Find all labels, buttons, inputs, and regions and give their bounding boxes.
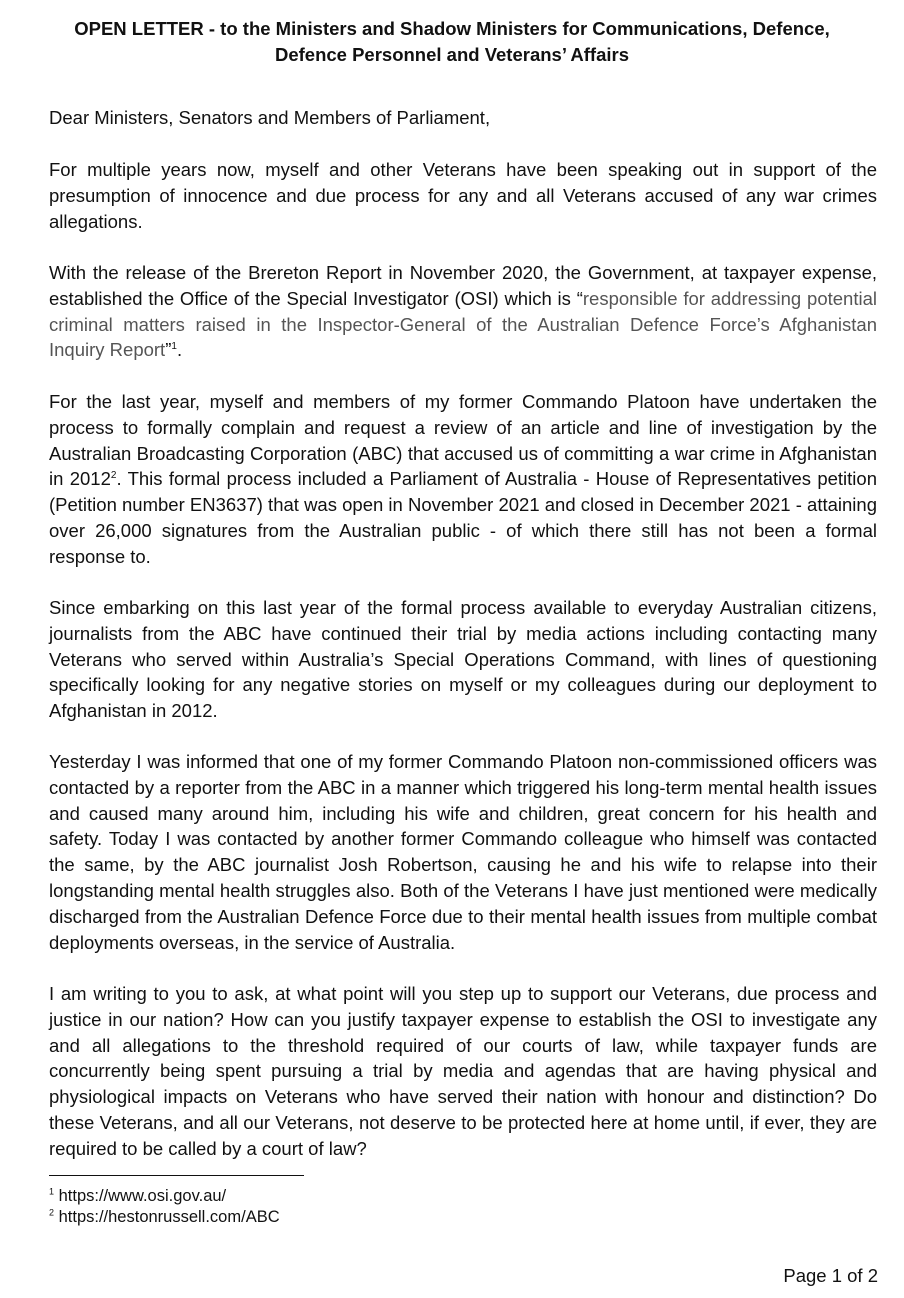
- salutation-text: Dear Ministers, Senators and Members of Parliament,: [49, 107, 491, 128]
- paragraph-5-text: Yesterday I was informed that one of my former Commando Platoon non-commissioned officers was contacted by a reporter from the ABC in a manner which triggered his long-term mental health issues and caused many around him, including his wife and children, great concern for his health and safety. Today I was contacted by another former Commando colleague who himself was contacted the same, by the ABC journalist Josh Robertson, causing he and his wife to relapse into their longstanding mental health struggles also. Both of the Veterans I have just mentioned were medically discharged from the Australian Defence Force due to their mental health issues from multiple combat deployments overseas, in the service of Australia.: [49, 751, 877, 953]
- quote-close: ”: [165, 339, 172, 361]
- paragraph-4: [49, 595, 877, 724]
- footnote-link[interactable]: https://www.osi.gov.au/: [58, 1187, 227, 1205]
- footnote-number: 1: [49, 1186, 55, 1197]
- salutation: [49, 105, 877, 131]
- footnote-ref-2: 2: [110, 470, 117, 482]
- paragraph-2-intro: With the release of the Brereton Report in November 2020, the Government, at taxpayer expense, established the Office of the Special Investigator (OSI) which is “: [49, 262, 877, 309]
- footnotes: [49, 1186, 280, 1228]
- paragraph-3-text: [49, 389, 877, 570]
- footnote-item: [49, 1186, 280, 1207]
- footnote-number: 2: [49, 1207, 55, 1218]
- letter-title: [40, 16, 864, 68]
- footnote-link[interactable]: https://hestonrussell.com/ABC: [58, 1208, 280, 1226]
- paragraph-3-rest: . This formal process included a Parliament of Australia - House of Representatives petition (Petition number EN3637) that was open in November 2021 and closed in December 2021 - attaining over 26,000 signatures from the Australian public - of which there still has not been a formal response to.: [49, 468, 877, 567]
- paragraph-2-end: .: [176, 339, 183, 361]
- title-line-1: OPEN LETTER - to the Ministers and Shadow Ministers for Communications, Defence,: [74, 18, 830, 39]
- footnote-divider: [49, 1175, 304, 1176]
- osi-quote: responsible for addressing potential criminal matters raised in the Inspector-General of the Australian Defence Force’s Afghanistan Inquiry Report: [49, 287, 877, 361]
- paragraph-6-text: I am writing to you to ask, at what point will you step up to support our Veterans, due process and justice in our nation? How can you justify taxpayer expense to establish the OSI to investigate any and all allegations to the threshold required of our courts of law, while taxpayer funds are concurrently being spent pursuing a trial by media and agendas that are having physical and physiological impacts on Veterans who have served their nation with honour and distinction? Do these Veterans, and all our Veterans, not deserve to be protected here at home until, if ever, they are required to be called by a court of law?: [49, 983, 877, 1159]
- paragraph-2: [49, 260, 877, 363]
- page-number: Page 1 of 2: [783, 1265, 878, 1286]
- paragraph-3: [49, 389, 877, 570]
- footnote-item: [49, 1207, 280, 1228]
- paragraph-2-text: [49, 260, 877, 363]
- paragraph-1-text: For multiple years now, myself and other Veterans have been speaking out in support of the presumption of innocence and due process for any and all Veterans accused of any war crimes allegations.: [49, 159, 877, 232]
- paragraph-5: [49, 749, 877, 955]
- paragraph-3-intro: For the last year, myself and members of my former Commando Platoon have undertaken the process to formally complain and request a review of an article and line of investigation by the Australian Broadcasting Corporation (ABC) that accused us of committing a war crime in Afghanistan in 2012: [49, 391, 877, 490]
- paragraph-1: [49, 157, 877, 234]
- title-line-2: Defence Personnel and Veterans’ Affairs: [274, 44, 630, 65]
- paragraph-6: [49, 981, 877, 1162]
- footnote-ref-1: 1: [171, 341, 177, 353]
- paragraph-4-text: Since embarking on this last year of the formal process available to everyday Australian citizens, journalists from the ABC have continued their trial by media actions including contacting many Veterans who served within Australia’s Special Operations Command, with lines of questioning specifically looking for any negative stories on myself or my colleagues during our deployment to Afghanistan in 2012.: [49, 597, 877, 722]
